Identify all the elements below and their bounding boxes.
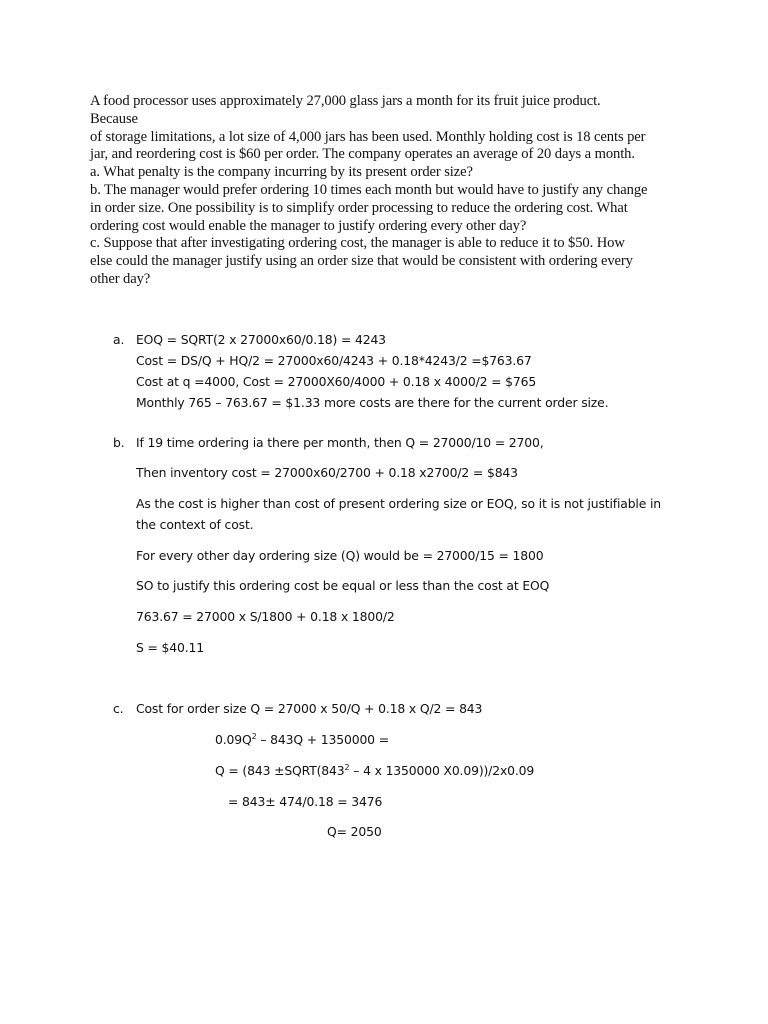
problem-line: a. What penalty is the company incurring by its present order size? [90, 164, 473, 181]
answer-a-line: Monthly 765 – 763.67 = $1.33 more costs are there for the current order size. [136, 395, 609, 410]
answer-b-line: the context of cost. [136, 517, 254, 532]
answer-a-label: a. [113, 332, 125, 347]
problem-line: jar, and reordering cost is $60 per order. The company operates an average of 20 days a month. [90, 146, 635, 163]
quadratic-formula [215, 763, 534, 778]
answer-b-line: 763.67 = 27000 x S/1800 + 0.18 x 1800/2 [136, 609, 395, 624]
problem-line: other day? [90, 270, 151, 287]
problem-line: b. The manager would prefer ordering 10 times each month but would have to justify any change [90, 181, 648, 198]
equation-part: – 4 x 1350000 X0.09))/2x0.09 [349, 763, 535, 778]
answer-a-line: Cost at q =4000, Cost = 27000X60/4000 + 0.18 x 4000/2 = $765 [136, 374, 537, 389]
superscript: 2 [251, 732, 257, 741]
equation-part: Q = (843 ±SQRT(843 [215, 763, 345, 778]
answer-a-line: EOQ = SQRT(2 x 27000x60/0.18) = 4243 [136, 332, 386, 347]
equation-part: – 843Q + 1350000 = [256, 732, 389, 747]
problem-line: of storage limitations, a lot size of 4,000 jars has been used. Monthly holding cost is 18 cents per [90, 128, 646, 145]
answer-b-line: SO to justify this ordering cost be equal or less than the cost at EOQ [136, 578, 550, 593]
problem-line: else could the manager justify using an order size that would be consistent with ordering every [90, 253, 633, 270]
problem-line: ordering cost would enable the manager to justify ordering every other day? [90, 217, 527, 234]
answer-b-line: For every other day ordering size (Q) would be = 27000/15 = 1800 [136, 548, 544, 563]
solution-line: = 843± 474/0.18 = 3476 [228, 794, 383, 809]
problem-line: in order size. One possibility is to simplify order processing to reduce the ordering cost. What [90, 199, 628, 216]
answer-b-line: If 19 time ordering ia there per month, then Q = 27000/10 = 2700, [136, 435, 544, 450]
answer-a-line: Cost = DS/Q + HQ/2 = 27000x60/4243 + 0.18*4243/2 =$763.67 [136, 353, 532, 368]
answer-b-line: As the cost is higher than cost of present ordering size or EOQ, so it is not justifiable in [136, 496, 661, 511]
answer-b-line: Then inventory cost = 27000x60/2700 + 0.18 x2700/2 = $843 [136, 465, 518, 480]
equation-part: 0.09Q [215, 732, 252, 747]
superscript: 2 [344, 763, 350, 772]
quadratic-equation [215, 732, 389, 747]
final-answer: Q= 2050 [327, 824, 382, 839]
answer-b-line: S = $40.11 [136, 640, 204, 655]
answer-b-label: b. [113, 435, 125, 450]
problem-line: A food processor uses approximately 27,000 glass jars a month for its fruit juice product. [90, 93, 601, 109]
answer-c-line: Cost for order size Q = 27000 x 50/Q + 0.18 x Q/2 = 843 [136, 701, 483, 716]
problem-line: Because [90, 110, 138, 127]
problem-statement [90, 93, 690, 289]
problem-line: c. Suppose that after investigating ordering cost, the manager is able to reduce it to $50. How [90, 235, 625, 252]
answer-c-label: c. [113, 701, 124, 716]
